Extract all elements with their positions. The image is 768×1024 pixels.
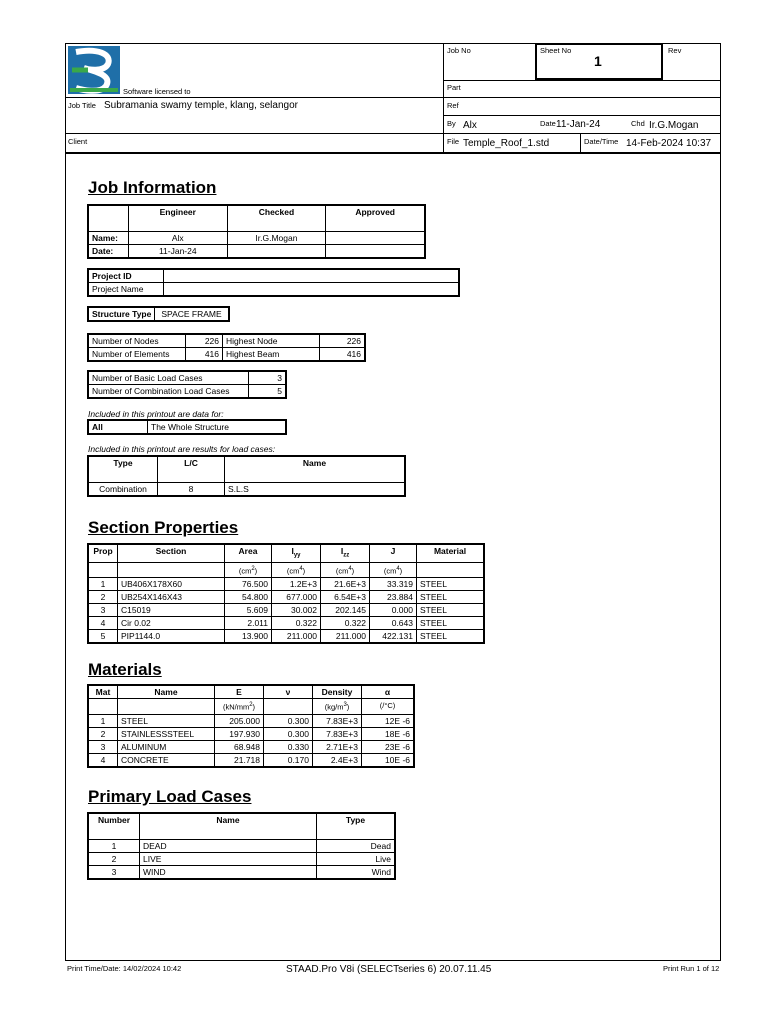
table-cell: Wind [317,865,396,879]
table-cell: 0.300 [264,727,313,740]
chd-label: Chd [631,119,645,128]
all-label: All [88,420,148,434]
table-row [88,740,414,753]
unit-izz: $(cm^4)$ [321,562,370,578]
project-name-label: Project Name [88,283,164,297]
table-row [88,630,484,644]
table-row [88,617,484,630]
col-iyy: $I_{yy}$ [272,544,321,562]
licensed-label: Software licensed to [123,87,191,96]
structure-type-table [87,306,230,322]
col-engineer: Engineer [128,205,227,231]
table-row [88,727,414,740]
table-cell: 1 [88,714,118,727]
table-cell: 2.71E+3 [313,740,362,753]
table-cell: 1 [88,578,118,591]
unit-alpha: (/°C) [362,699,415,715]
section-props-title: Section Properties [88,518,239,537]
table-cell: ALUMINUM [118,740,215,753]
table-row [88,591,484,604]
company-logo [68,46,120,94]
elements-label: Number of Elements [88,348,186,362]
table-row [88,753,414,767]
table-cell: STEEL [417,604,485,617]
table-cell: Live [317,852,396,865]
table-cell: 76.500 [225,578,272,591]
project-table [87,268,460,297]
table-cell: STEEL [417,578,485,591]
name-label: Name: [88,231,128,244]
table-cell: 0.170 [264,753,313,767]
col-lc-type: Type [317,813,396,839]
table-cell: 677.000 [272,591,321,604]
table-cell: 23.884 [370,591,417,604]
col-number: Number [88,813,140,839]
unit-e: $(kN/mm^2)$ [215,699,264,715]
structure-type-value: SPACE FRAME [155,307,229,321]
table-cell: WIND [140,865,317,879]
table-cell: 7.83E+3 [313,727,362,740]
job-title-label: Job Title [68,101,96,110]
nodes-value: 226 [186,334,223,348]
col-j: J [370,544,417,562]
table-cell: 211.000 [321,630,370,644]
highest-beam-label: Highest Beam [223,348,320,362]
col-e: E [215,685,264,699]
table-cell: Dead [317,839,396,852]
col-mat: Mat [88,685,118,699]
table-cell: 0.643 [370,617,417,630]
job-info-title: Job Information [88,178,217,197]
highest-beam-value: 416 [320,348,366,362]
basic-lc-value: 3 [249,371,287,385]
table-cell: 1 [88,839,140,852]
table-cell: 2 [88,852,140,865]
file-label: File [447,137,460,146]
table-cell: 4 [88,753,118,767]
table-cell: 10E -6 [362,753,415,767]
col-alpha: α [362,685,415,699]
included-data-text: Included in this printout are data for: [88,409,224,419]
date-row-label: Date: [88,244,128,258]
results-lc-table [87,455,406,497]
table-cell: 2.011 [225,617,272,630]
table-cell: 211.000 [272,630,321,644]
table-cell: 0.322 [321,617,370,630]
client-label: Client [68,137,88,146]
section-props-table [87,543,485,644]
table-cell: 3 [88,604,118,617]
table-cell: STAINLESSSTEEL [118,727,215,740]
table-cell: STEEL [118,714,215,727]
col-prop: Prop [88,544,118,562]
col-material: Material [417,544,485,562]
highest-node-value: 226 [320,334,366,348]
unit-density: $(kg/m^3)$ [313,699,362,715]
table-cell: 1.2E+3 [272,578,321,591]
highest-node-label: Highest Node [223,334,320,348]
table-cell: 0.322 [272,617,321,630]
table-cell: 2 [88,591,118,604]
materials-table [87,684,415,768]
structure-type-label: Structure Type [88,307,155,321]
col-izz: $I_{zz}$ [321,544,370,562]
table-cell: 54.800 [225,591,272,604]
rev-label: Rev [668,46,682,55]
table-cell: 0.330 [264,740,313,753]
signoff-table [87,204,426,259]
col-density: Density [313,685,362,699]
approved-date [326,244,425,258]
included-results-text: Included in this printout are results for load cases: [88,444,276,454]
table-cell: 18E -6 [362,727,415,740]
checked-date [227,244,326,258]
checked-name: Ir.G.Mogan [227,231,326,244]
table-cell: 2 [88,727,118,740]
nodes-table [87,333,366,362]
ref-label: Ref [447,101,459,110]
table-cell: 0.300 [264,714,313,727]
table-cell: 422.131 [370,630,417,644]
load-cases-table [87,812,396,880]
datetime-value: 14-Feb-2024 10:37 [626,138,712,149]
col-type: Type [88,456,158,482]
col-mat-name: Name [118,685,215,699]
part-label: Part [447,83,461,92]
table-cell: Cir 0.02 [118,617,225,630]
table-cell: 5 [88,630,118,644]
table-cell: 197.930 [215,727,264,740]
table-cell: STEEL [417,617,485,630]
by-label: By [447,119,456,128]
table-cell: 33.319 [370,578,417,591]
col-lc: L/C [158,456,225,482]
col-lc-name: Name [140,813,317,839]
date-label: Date [540,119,556,128]
sheet-no-value: 1 [594,53,602,69]
approved-name [326,231,425,244]
table-cell: 0.000 [370,604,417,617]
comb-lc-label: Number of Combination Load Cases [88,385,249,399]
table-cell: 13.900 [225,630,272,644]
engineer-name: Alx [128,231,227,244]
table-cell: C15019 [118,604,225,617]
table-cell: STEEL [417,630,485,644]
table-cell: UB254X146X43 [118,591,225,604]
nodes-label: Number of Nodes [88,334,186,348]
lc-type: Combination [88,482,158,496]
table-cell: 7.83E+3 [313,714,362,727]
col-name: Name [225,456,406,482]
by-value: Alx [463,120,477,131]
table-cell: 12E -6 [362,714,415,727]
table-cell: 202.145 [321,604,370,617]
table-row [88,604,484,617]
lc-number: 8 [158,482,225,496]
table-cell: DEAD [140,839,317,852]
col-nu: ν [264,685,313,699]
lc-name: S.L.S [225,482,406,496]
job-title-value: Subramania swamy temple, klang, selangor [104,100,298,111]
load-cases-title: Primary Load Cases [88,787,252,806]
project-id-label: Project ID [88,269,164,283]
included-data-table [87,419,287,435]
software-version: STAAD.Pro V8i (SELECTseries 6) 20.07.11.45 [286,964,492,975]
table-cell: STEEL [417,591,485,604]
table-cell: 30.002 [272,604,321,617]
table-cell: 21.6E+3 [321,578,370,591]
table-cell: 3 [88,865,140,879]
table-row [88,839,395,852]
file-value: Temple_Roof_1.std [463,138,550,149]
table-cell: 5.609 [225,604,272,617]
datetime-label: Date/Time [584,137,619,146]
table-cell: CONCRETE [118,753,215,767]
chd-value: Ir.G.Mogan [649,120,699,131]
col-section: Section [118,544,225,562]
table-row [88,578,484,591]
table-row [88,852,395,865]
table-row [88,865,395,879]
col-approved: Approved [326,205,425,231]
all-value: The Whole Structure [148,420,287,434]
job-no-label: Job No [447,46,471,55]
col-checked: Checked [227,205,326,231]
elements-value: 416 [186,348,223,362]
table-cell: 205.000 [215,714,264,727]
table-cell: UB406X178X60 [118,578,225,591]
table-row [88,714,414,727]
col-area: Area [225,544,272,562]
table-cell: 2.4E+3 [313,753,362,767]
engineer-date: 11-Jan-24 [128,244,227,258]
unit-iyy: $(cm^4)$ [272,562,321,578]
table-cell: 68.948 [215,740,264,753]
load-case-count-table [87,370,287,399]
table-cell: PIP1144.0 [118,630,225,644]
sheet-no-label: Sheet No [540,46,572,55]
table-cell: 3 [88,740,118,753]
print-run: Print Run 1 of 12 [663,964,720,973]
table-cell: 4 [88,617,118,630]
print-time: Print Time/Date: 14/02/2024 10:42 [67,964,182,973]
table-cell: 6.54E+3 [321,591,370,604]
materials-title: Materials [88,660,162,679]
table-cell: 21.718 [215,753,264,767]
unit-j: $(cm^4)$ [370,562,417,578]
table-cell: 23E -6 [362,740,415,753]
unit-area: $(cm^2)$ [225,562,272,578]
basic-lc-label: Number of Basic Load Cases [88,371,249,385]
table-cell: LIVE [140,852,317,865]
comb-lc-value: 5 [249,385,287,399]
date-value: 11-Jan-24 [556,119,601,130]
